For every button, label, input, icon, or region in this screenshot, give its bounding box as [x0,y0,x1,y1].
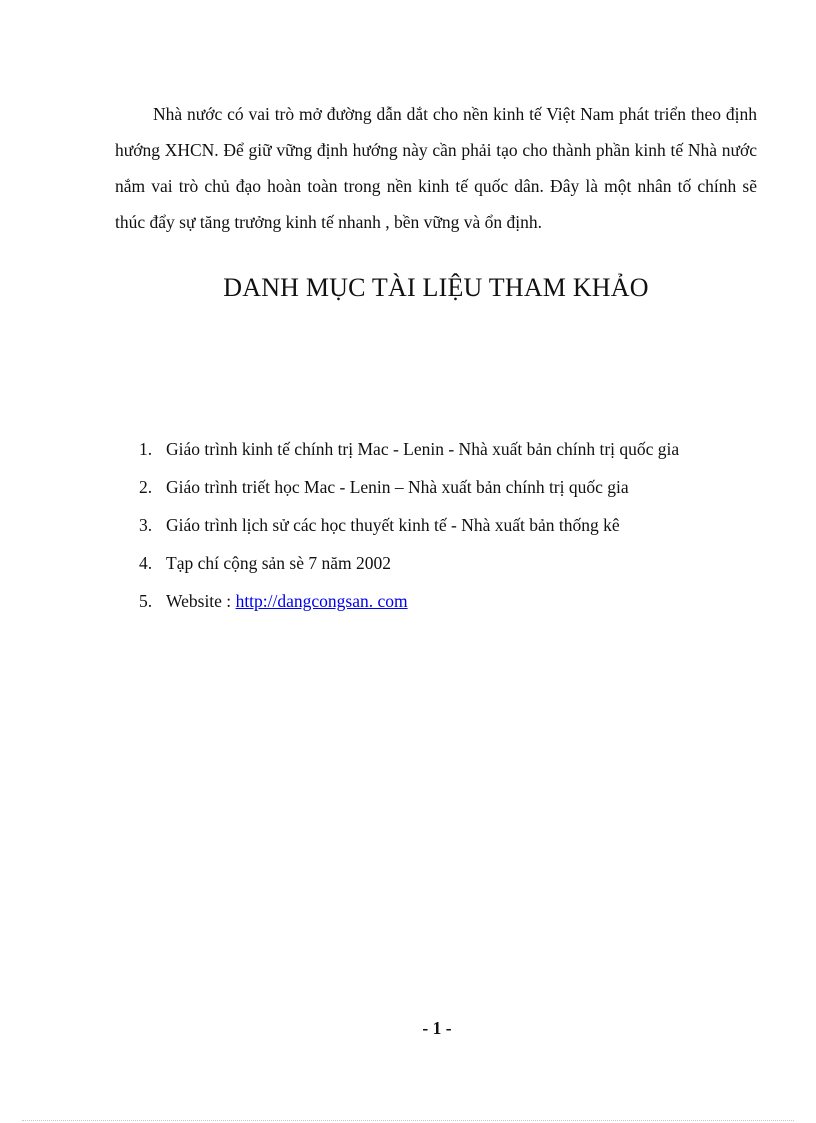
reference-item [139,430,759,468]
reference-number: 1. [139,439,153,459]
references-heading: DANH MỤC TÀI LIỆU THAM KHẢO [223,273,649,302]
reference-text: Giáo trình lịch sử các học thuyết kinh tế - Nhà xuất bản thống kê [166,515,620,535]
reference-item [139,582,759,620]
reference-item [139,468,759,506]
body-paragraph: Nhà nước có vai trò mở đường dẫn dắt cho nền kinh tế Việt Nam phát triển theo định hướng XHCN. Để giữ vững định hướng này cần phải tạo cho thành phần kinh tế Nhà nước nắm vai trò chủ đạo hoàn toàn trong nền kinh tế quốc dân. Đây là một nhân tố chính sẽ thúc đẩy sự tăng trưởng kinh tế nhanh , bền vững và ổn định. [115,104,757,232]
reference-text: Giáo trình kinh tế chính trị Mac - Lenin - Nhà xuất bản chính trị quốc gia [166,439,680,459]
reference-number: 2. [139,477,153,497]
footer-divider [22,1120,794,1121]
reference-list [139,430,759,620]
reference-number: 4. [139,553,153,573]
website-link[interactable]: http://dangcongsan. com [235,591,408,611]
page-number: - 1 - [422,1018,452,1038]
reference-number: 3. [139,515,153,535]
reference-text: Tạp chí cộng sản sè 7 năm 2002 [166,553,392,573]
reference-text: Giáo trình triết học Mac - Lenin – Nhà xuất bản chính trị quốc gia [166,477,629,497]
reference-text: Website : [166,591,236,611]
reference-number: 5. [139,591,153,611]
reference-item [139,544,759,582]
reference-item [139,506,759,544]
